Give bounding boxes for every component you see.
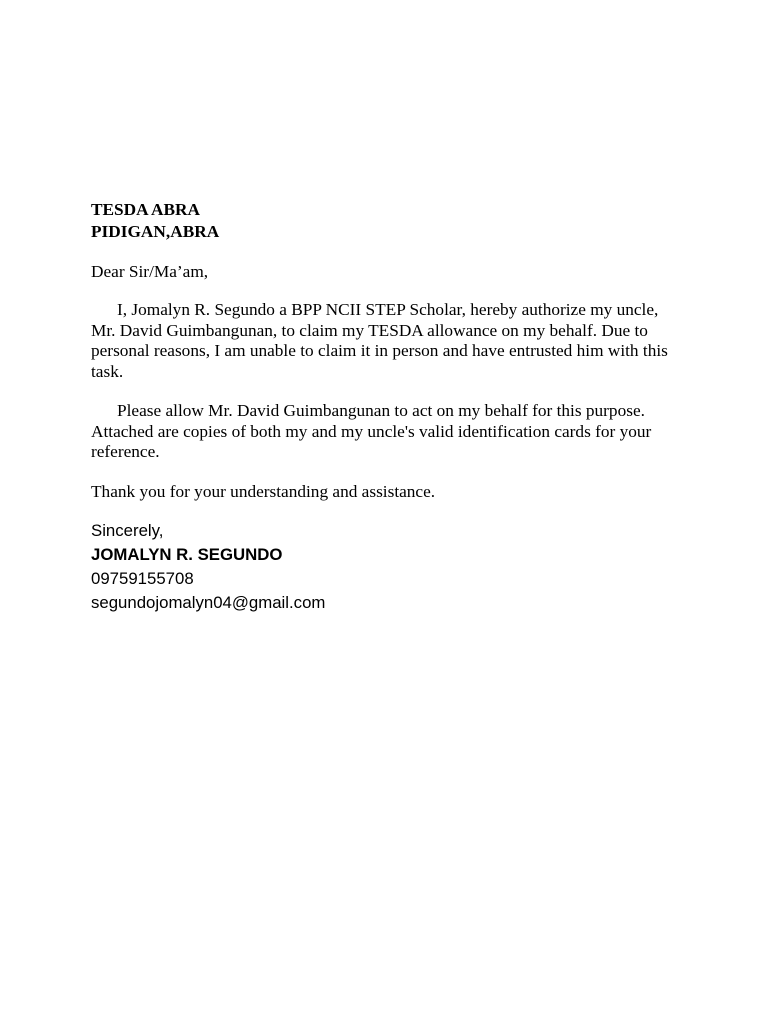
recipient-line-1: TESDA ABRA (91, 200, 201, 219)
signer-phone: 09759155708 (91, 568, 194, 588)
signer-email: segundojomalyn04@gmail.com (91, 592, 326, 612)
signer-name: JOMALYN R. SEGUNDO (91, 544, 283, 564)
body-paragraph-1: I, Jomalyn R. Segundo a BPP NCII STEP Scholar, hereby authorize my uncle, Mr. David Guimbangunan, to claim my TESDA allowance on my behalf. Due to personal reasons, I am unable to claim it in person and have entrusted him with this task. (91, 300, 668, 382)
signature-block (91, 519, 683, 615)
closing-thanks: Thank you for your understanding and assistance. (91, 481, 436, 501)
body-paragraph-2: Please allow Mr. David Guimbangunan to act on my behalf for this purpose. Attached are copies of both my and my uncle's valid identification cards for your reference. (91, 400, 652, 462)
salutation: Dear Sir/Ma’am, (91, 262, 209, 281)
recipient-line-2: PIDIGAN,ABRA (91, 222, 220, 241)
recipient-address (91, 199, 683, 243)
authorization-letter (91, 199, 683, 615)
closing-word: Sincerely, (91, 520, 164, 540)
